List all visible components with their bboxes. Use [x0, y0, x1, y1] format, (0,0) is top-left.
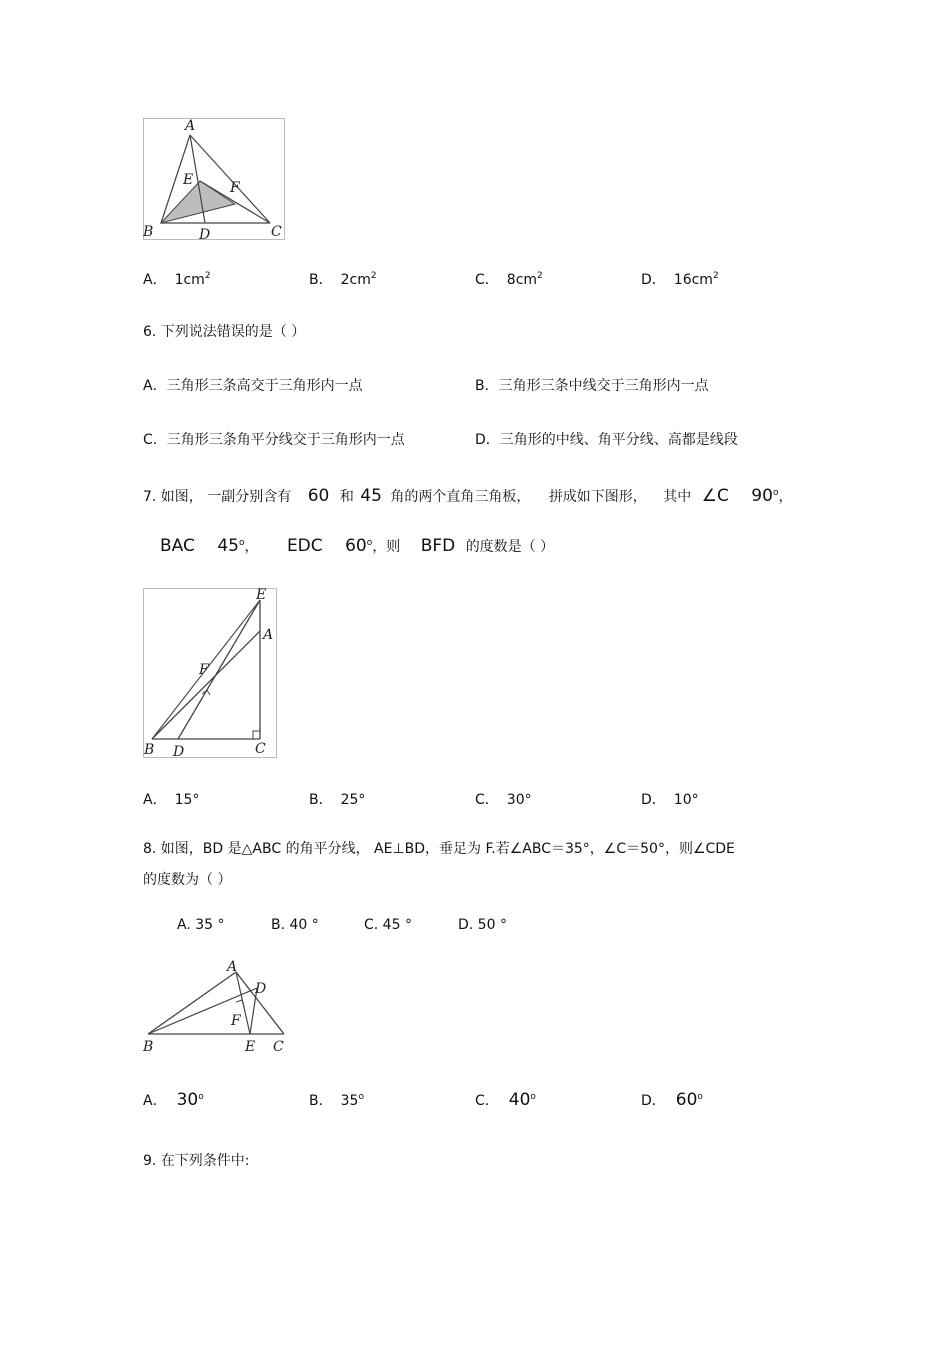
label-e: E — [245, 1039, 256, 1055]
label-e: E — [256, 588, 267, 603]
label-b: B — [144, 742, 155, 758]
q7-line1: 7. 如图， 一副分别含有 60 和 45 角的两个直角三角板， 拼成如下图形， 其中 ∠C 90$^o$， — [143, 486, 793, 506]
label-d: D — [173, 744, 185, 758]
figure-q7 — [143, 588, 277, 758]
q7-option-d: D． 10° — [641, 792, 699, 808]
q5-option-b: B． $2cm^2$ — [309, 271, 377, 288]
q7-line2: BAC 45$^o$， EDC 60$^o$，则 BFD 的度数是（ ） — [160, 536, 555, 556]
label-a: A — [263, 627, 274, 643]
q8-inline-option-d: D. 50 ° — [458, 917, 507, 933]
label-a: A — [185, 118, 196, 134]
q8-inline-option-b: B. 40 ° — [271, 917, 319, 933]
label-c: C — [271, 224, 282, 240]
q5-option-c: C． $8cm^2$ — [475, 271, 543, 288]
q8-option-b: B． 35$^o$ — [309, 1092, 364, 1109]
label-c: C — [273, 1039, 284, 1055]
q8-option-d: D． 60$^o$ — [641, 1090, 703, 1110]
q7-option-a: A． 15° — [143, 792, 200, 808]
label-f: F — [230, 180, 240, 196]
q8-option-a: A． 30$^o$ — [143, 1090, 204, 1110]
label-b: B — [143, 1039, 154, 1055]
q8-line2: 的度数为（ ） — [143, 872, 232, 888]
label-d: D — [255, 981, 267, 997]
q8-line1: 8. 如图，BD 是△ABC 的角平分线， AE⊥BD，垂足为 F.若∠ABC＝35°，∠C＝50°，则∠CDE — [143, 841, 735, 857]
label-e: E — [183, 172, 194, 188]
q8-inline-option-a: A. 35 ° — [177, 917, 225, 933]
q5-option-a: A． $1cm^2$ — [143, 271, 211, 288]
q6-option-c: C．三角形三条角平分线交于三角形内一点 — [143, 432, 405, 448]
q8-option-c: C． 40$^o$ — [475, 1090, 536, 1110]
q6-option-b: B．三角形三条中线交于三角形内一点 — [475, 378, 709, 394]
q7-option-b: B． 25° — [309, 792, 366, 808]
label-a: A — [227, 959, 238, 975]
figure-q8 — [143, 957, 289, 1057]
q7-option-c: C． 30° — [475, 792, 532, 808]
q9-stem: 9. 在下列条件中: — [143, 1153, 250, 1169]
shaded-triangle-bef — [161, 181, 235, 223]
q8-inline-option-c: C. 45 ° — [364, 917, 412, 933]
q5-option-d: D． $16cm^2$ — [641, 271, 719, 288]
q6-stem: 6. 下列说法错误的是（ ） — [143, 324, 306, 340]
q6-option-d: D．三角形的中线、角平分线、高都是线段 — [475, 432, 738, 448]
label-c: C — [255, 741, 266, 757]
label-f: F — [231, 1013, 241, 1029]
q6-option-a: A．三角形三条高交于三角形内一点 — [143, 378, 363, 394]
label-f: F — [199, 662, 209, 678]
figure-q5 — [143, 118, 285, 240]
label-b: B — [143, 224, 154, 240]
label-d: D — [199, 227, 211, 240]
